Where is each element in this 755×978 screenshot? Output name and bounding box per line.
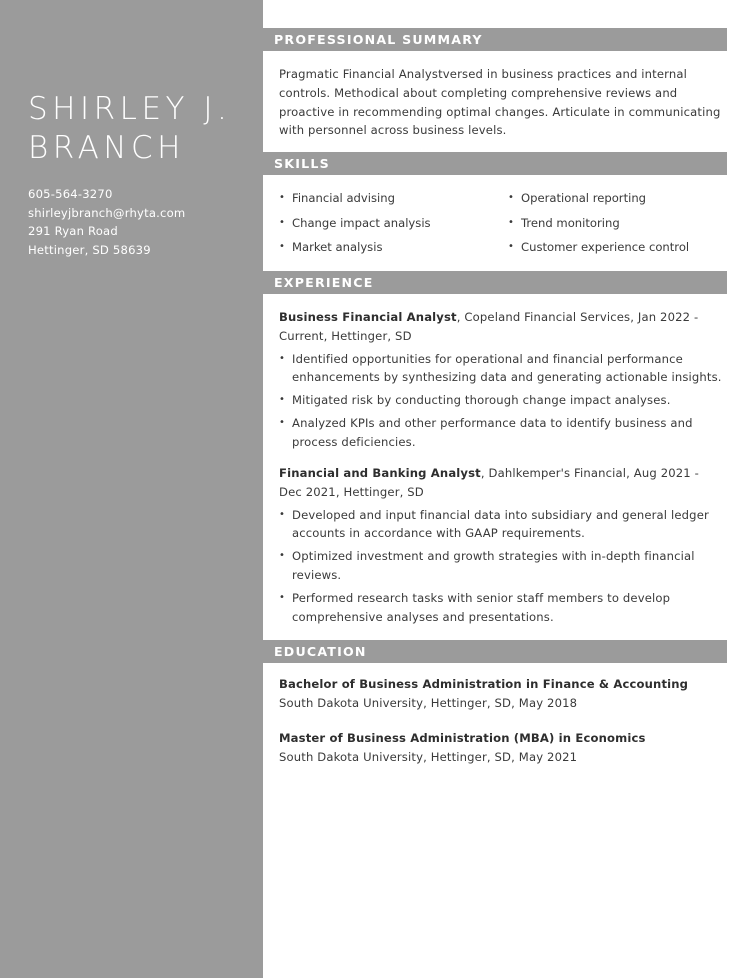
job-bullet: • Developed and input financial data into subsidiary and general ledger accounts in accordance with GAAP requirements. xyxy=(279,506,724,544)
name-line-2: BRANCH xyxy=(28,130,185,166)
job-bullet: • Analyzed KPIs and other performance data to identify business and process deficiencies. xyxy=(279,414,724,452)
main-content xyxy=(263,0,755,978)
address: 291 Ryan Road xyxy=(28,224,118,239)
job-bullet: • Optimized investment and growth strategies with in-depth financial reviews. xyxy=(279,547,724,585)
degree-title: Master of Business Administration (MBA) in Economics xyxy=(279,731,646,745)
job-header xyxy=(279,308,724,346)
job-details: , Copeland Financial Services, Jan 2022 - Current, Hettinger, SD xyxy=(279,310,699,343)
phone: 605-564-3270 xyxy=(28,187,113,201)
skill-item: • Operational reporting xyxy=(508,189,728,214)
city: Hettinger, SD 58639 xyxy=(28,243,151,258)
job-entry xyxy=(279,464,724,626)
job-entry xyxy=(279,308,724,452)
email: shirleyjbranch@rhyta.com xyxy=(28,205,186,220)
candidate-name xyxy=(28,90,258,168)
job-details: , Dahlkemper's Financial, Aug 2021 - Dec 2021, Hettinger, SD xyxy=(279,466,699,499)
job-header xyxy=(279,464,724,502)
job-bullet: • Mitigated risk by conducting thorough change impact analyses. xyxy=(279,391,724,410)
sidebar xyxy=(0,0,263,978)
education-heading: EDUCATION xyxy=(263,640,727,663)
skills-column-right xyxy=(508,189,728,263)
job-title: Business Financial Analyst xyxy=(279,310,457,324)
degree-school: South Dakota University, Hettinger, SD, May 2021 xyxy=(279,749,578,764)
experience-heading: EXPERIENCE xyxy=(263,271,727,294)
contact-info xyxy=(28,185,258,260)
skill-item: • Trend monitoring xyxy=(508,214,728,239)
summary-heading: PROFESSIONAL SUMMARY xyxy=(263,28,727,51)
skill-item: • Financial advising xyxy=(279,189,499,214)
skills-heading: SKILLS xyxy=(263,152,727,175)
job-bullet: • Performed research tasks with senior staff members to develop comprehensive analyses and presentations. xyxy=(279,589,724,627)
name-line-1: SHIRLEY J. xyxy=(28,91,232,127)
skill-item: • Market analysis xyxy=(279,238,499,263)
skill-item: • Customer experience control xyxy=(508,238,728,263)
education-entry xyxy=(279,729,724,767)
skills-column-left xyxy=(279,189,499,263)
job-bullet: • Identified opportunities for operational and financial performance enhancements by synthesizing data and generating actionable insights. xyxy=(279,350,724,388)
skill-item: • Change impact analysis xyxy=(279,214,499,239)
job-title: Financial and Banking Analyst xyxy=(279,466,481,480)
summary-text: Pragmatic Financial Analystversed in business practices and internal controls. Methodical about completing comprehensive reviews and proactive in recommending optimal changes. Articulate in communicating with personnel across business levels. xyxy=(279,67,721,138)
degree-school: South Dakota University, Hettinger, SD, May 2018 xyxy=(279,695,578,710)
education-entry xyxy=(279,675,724,713)
degree-title: Bachelor of Business Administration in Finance & Accounting xyxy=(279,677,689,691)
